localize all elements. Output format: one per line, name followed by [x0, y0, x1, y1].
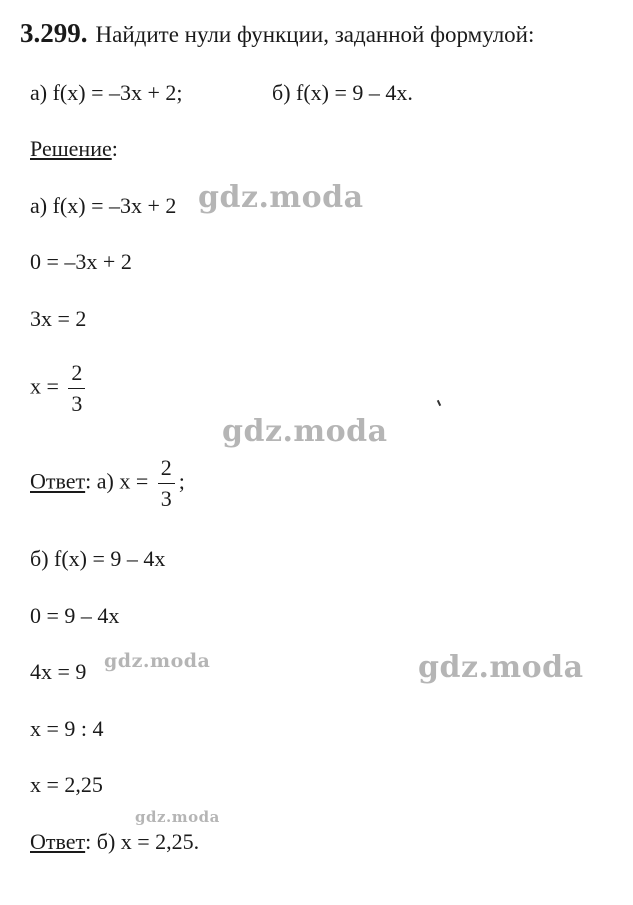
answer-b: [30, 829, 199, 855]
answer-a-text: : а) x =: [85, 468, 154, 494]
step-a-4-prefix: x =: [30, 373, 65, 399]
step-a-1: а) f(x) = –3x + 2: [30, 193, 177, 218]
step-a-2: 0 = –3x + 2: [30, 249, 132, 274]
fraction-denominator: 3: [71, 391, 83, 416]
step-b-1: б) f(x) = 9 – 4x: [30, 546, 166, 571]
problem-statement: Найдите нули функции, заданной формулой:: [95, 22, 535, 47]
step-b-4: x = 9 : 4: [30, 716, 104, 741]
step-b-3: 4x = 9: [30, 659, 87, 684]
solution-heading: [30, 136, 118, 162]
answer-b-text: : б) x = 2,25.: [85, 829, 200, 854]
problem-parts: [30, 80, 413, 106]
solution-heading-text: Решение: [30, 136, 112, 161]
part-a-formula: а) f(x) = –3x + 2;: [30, 80, 183, 105]
step-a-4: [30, 360, 89, 417]
solution-heading-colon: :: [111, 136, 118, 161]
fraction-a: [68, 360, 85, 417]
step-b-5: x = 2,25: [30, 772, 103, 797]
fraction-numerator: 2: [158, 455, 175, 484]
scan-speck: [437, 400, 441, 406]
watermark: gdz.moda: [104, 650, 211, 672]
part-b-formula: б) f(x) = 9 – 4x.: [272, 80, 413, 105]
watermark: gdz.moda: [198, 180, 364, 215]
answer-a-label: Ответ: [30, 468, 86, 494]
watermark: gdz.moda: [418, 650, 584, 685]
step-a-3: 3x = 2: [30, 306, 87, 331]
answer-b-label: Ответ: [30, 829, 86, 854]
answer-a: [30, 455, 185, 512]
watermark: gdz.moda: [135, 808, 220, 826]
fraction-numerator: 2: [68, 360, 85, 389]
step-b-2: 0 = 9 – 4x: [30, 603, 120, 628]
problem-title: [20, 20, 534, 48]
answer-a-suffix: ;: [178, 468, 185, 494]
problem-number: 3.299.: [20, 18, 88, 48]
watermark: gdz.moda: [222, 414, 388, 449]
fraction-denominator: 3: [160, 486, 172, 511]
fraction-answer-a: [158, 455, 175, 512]
